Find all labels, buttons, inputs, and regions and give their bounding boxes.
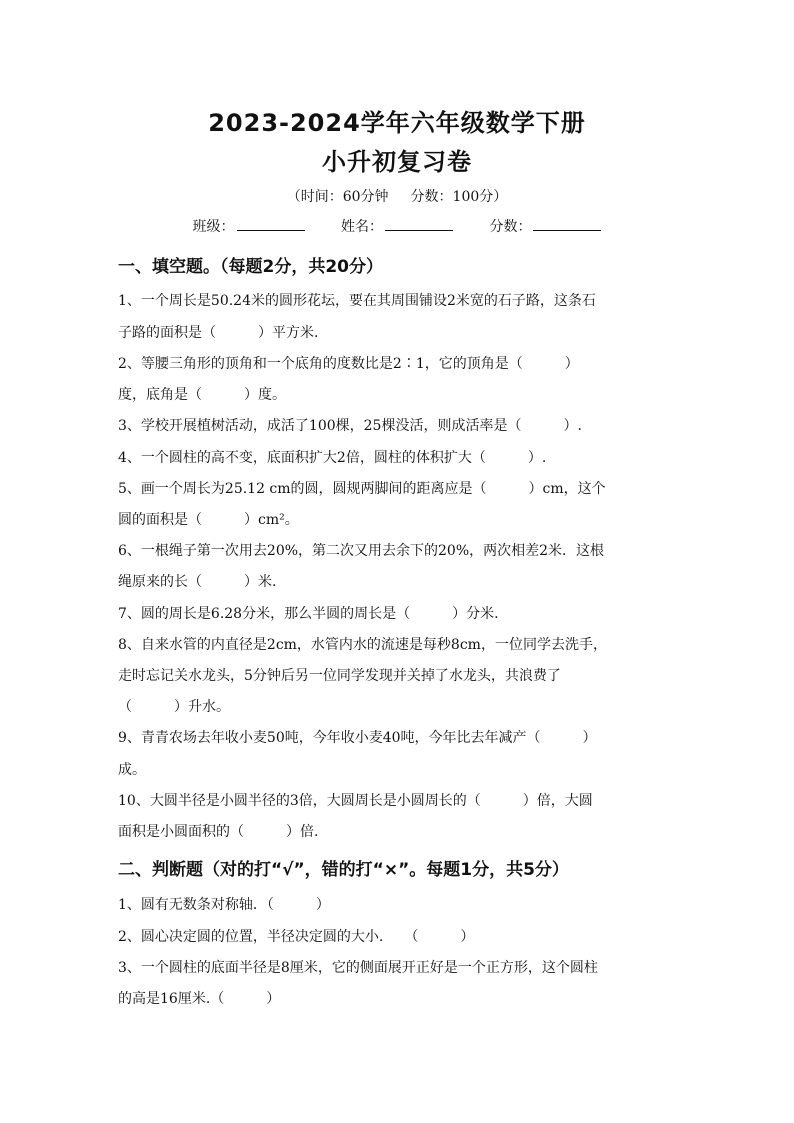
name-blank[interactable] (385, 216, 453, 231)
question-line: 3、一个圆柱的底面半径是8厘米，它的侧面展开正好是一个正方形，这个圆柱 (118, 960, 598, 976)
question-line: 4、一个圆柱的高不变，底面积扩大2倍，圆柱的体积扩大（ ）. (118, 450, 547, 466)
section-true-false-heading: 二、判断题（对的打“√”，错的打“×”。每题1分，共5分） (118, 860, 569, 880)
exam-subtitle: 小升初复习卷 (322, 148, 472, 176)
question-line: 8、自来水管的内直径是2cm，水管内水的流速是每秒8cm，一位同学去洗手， (118, 637, 607, 653)
question-line: 的高是16厘米.（ ） (118, 991, 281, 1007)
question-line: 5、画一个周长为25.12 cm的圆，圆规两脚间的距离应是（ ）cm，这个 (118, 481, 606, 497)
question-line: 10、大圆半径是小圆半径的3倍，大圆周长是小圆周长的（ ）倍，大圆 (118, 793, 593, 809)
question-line: （ ）升水。 (118, 699, 230, 715)
question-line: 2、圆心决定圆的位置，半径决定圆的大小. （ ） (118, 929, 475, 945)
question-line: 圆的面积是（ ）cm²。 (118, 512, 299, 528)
section-fill-blank-heading: 一、填空题。（每题2分，共20分） (118, 257, 383, 277)
question-line: 1、一个周长是50.24米的圆形花坛，要在其周围铺设2米宽的石子路，这条石 (118, 293, 596, 309)
question-line: 走时忘记关水龙头，5分钟后另一位同学发现并关掉了水龙头，共浪费了 (118, 668, 561, 684)
question-line: 2、等腰三角形的顶角和一个底角的度数比是2∶1，它的顶角是（ ） (118, 356, 579, 372)
student-info-row (0, 216, 794, 236)
question-line: 1、圆有无数条对称轴．（ ） (118, 897, 330, 913)
question-line: 绳原来的长（ ）米. (118, 574, 277, 590)
question-line: 3、学校开展植树活动，成活了100棵，25棵没活，则成活率是（ ）. (118, 418, 582, 434)
question-line: 子路的面积是（ ）平方米. (118, 325, 319, 341)
class-label: 班级： (192, 219, 235, 235)
score-field (489, 216, 601, 236)
question-line: 9、青青农场去年收小麦50吨，今年收小麦40吨，今年比去年减产（ ） (118, 730, 597, 746)
exam-time: （时间：60分钟 (286, 189, 389, 205)
class-blank[interactable] (237, 216, 305, 231)
exam-total-score: 分数：100分） (410, 189, 508, 205)
exam-time-score (0, 186, 794, 206)
score-blank[interactable] (533, 216, 601, 231)
question-line: 成。 (118, 762, 146, 778)
question-line: 7、圆的周长是6.28分米，那么半圆的周长是（ ）分米. (118, 606, 499, 622)
question-line: 面积是小圆面积的（ ）倍. (118, 824, 319, 840)
class-field (193, 216, 305, 236)
question-line: 6、一根绳子第一次用去20%，第二次又用去余下的20%，两次相差2米．这根 (118, 543, 605, 559)
question-line: 度，底角是（ ）度。 (118, 387, 286, 403)
exam-title: 2023-2024学年六年级数学下册 (208, 109, 586, 137)
name-label: 姓名： (341, 219, 383, 235)
name-field (341, 216, 453, 236)
score-label: 分数： (489, 219, 532, 235)
